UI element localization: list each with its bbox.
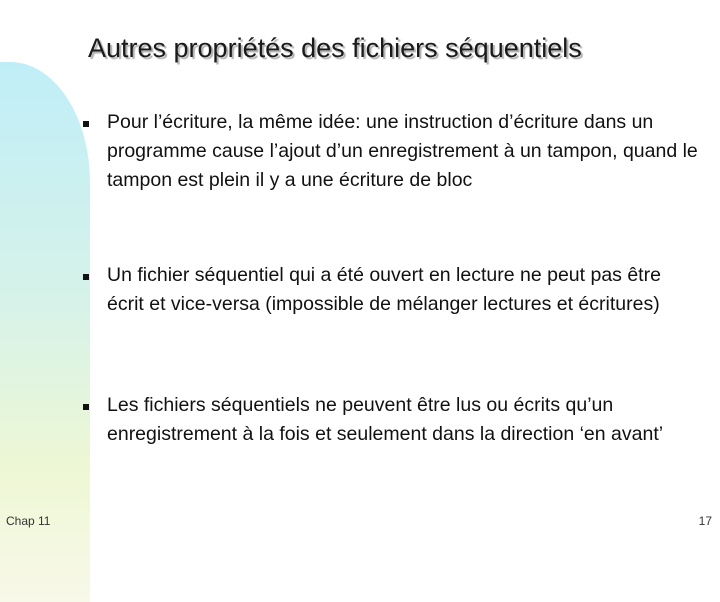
square-bullet-icon <box>83 121 89 127</box>
bullet-item <box>80 108 700 195</box>
slide-title: Autres propriétés des fichiers séquentiels <box>88 33 582 63</box>
square-bullet-icon <box>83 404 89 410</box>
bullet-item <box>80 391 700 449</box>
bullet-item <box>80 261 700 319</box>
bullet-text: Pour l’écriture, la même idée: une instruction d’écriture dans un programme cause l’ajout d’un enregistrement à un tampon, quand le tampon est plein il y a une écriture de bloc <box>107 111 698 191</box>
page-number: 17 <box>698 514 712 528</box>
square-bullet-icon <box>83 274 89 280</box>
bullet-text: Les fichiers séquentiels ne peuvent être lus ou écrits qu’un enregistrement à la fois et seulement dans la direction ‘en avant’ <box>107 394 664 445</box>
bullet-text: Un fichier séquentiel qui a été ouvert en lecture ne peut pas être écrit et vice-versa (impossible de mélanger lectures et écritures) <box>107 264 661 315</box>
bullet-list <box>80 108 700 445</box>
chapter-label: Chap 11 <box>6 514 51 528</box>
